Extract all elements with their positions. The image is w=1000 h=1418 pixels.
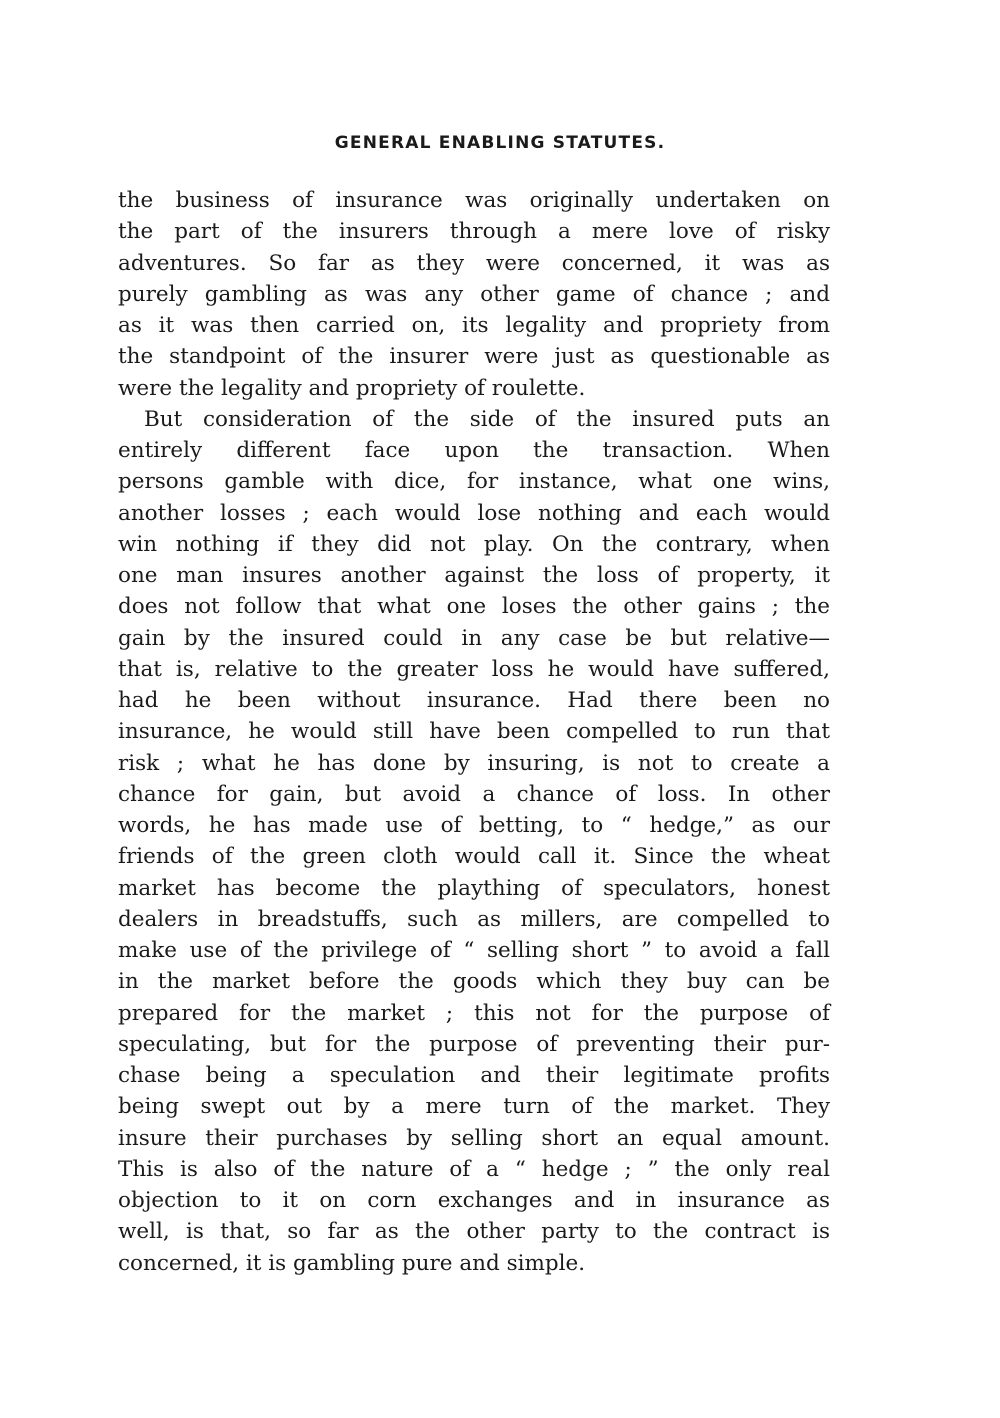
text-line: chance for gain, but avoid a chance of loss. In other [118,781,830,807]
text-line: dealers in breadstuffs, such as millers, are compelled to [118,906,830,932]
text-line: speculating, but for the purpose of preventing their pur- [118,1031,830,1057]
text-line: objection to it on corn exchanges and in insurance as [118,1188,830,1213]
text-line: that is, relative to the greater loss he would have suffered, [118,656,830,682]
text-line: prepared for the market ; this not for the purpose of [118,1000,830,1026]
text-line: gain by the insured could in any case be but relative— [118,625,830,651]
text-line: the standpoint of the insurer were just as questionable as [118,344,830,370]
body-text [118,185,830,1279]
text-line: words, he has made use of betting, to “ hedge,” as our [118,813,830,838]
text-line: another losses ; each would lose nothing and each would [118,500,830,526]
text-line: market has become the plaything of speculators, honest [118,875,830,901]
text-line: risk ; what he has done by insuring, is not to create a [118,750,830,776]
text-line: in the market before the goods which they buy can be [118,969,830,995]
text-line: This is also of the nature of a “ hedge ; ” the only real [118,1156,830,1182]
text-line: entirely different face upon the transaction. When [118,438,830,463]
text-line: purely gambling as was any other game of chance ; and [118,281,830,307]
text-line: adventures. So far as they were concerned, it was as [118,250,830,276]
text-line: does not follow that what one loses the other gains ; the [118,594,830,620]
text-line: the part of the insurers through a mere love of risky [118,219,830,245]
paragraph-1 [118,185,830,404]
text-line: win nothing if they did not play. On the contrary, when [118,531,830,557]
text-line: insure their purchases by selling short an equal amount. [118,1125,830,1151]
text-line: the business of insurance was originally undertaken on [118,188,830,213]
text-line: one man insures another against the loss of property, it [118,563,830,588]
text-line: But consideration of the side of the insured puts an [144,406,830,432]
text-line: being swept out by a mere turn of the market. They [118,1094,830,1120]
text-line: friends of the green cloth would call it. Since the wheat [118,844,830,870]
text-line: concerned, it is gambling pure and simple. [118,1250,586,1276]
text-line: insurance, he would still have been compelled to run that [118,719,830,745]
text-line: as it was then carried on, its legality and propriety from [118,313,830,338]
text-line: well, is that, so far as the other party to the contract is [118,1219,830,1245]
text-line: persons gamble with dice, for instance, what one wins, [118,469,830,495]
text-line: were the legality and propriety of roulette. [118,375,586,401]
running-head: GENERAL ENABLING STATUTES. [334,133,666,153]
text-line: had he been without insurance. Had there been no [118,688,830,713]
text-line: make use of the privilege of “ selling short ” to avoid a fall [118,938,830,963]
text-line: chase being a speculation and their legitimate profits [118,1063,830,1088]
paragraph-2 [118,404,830,1279]
